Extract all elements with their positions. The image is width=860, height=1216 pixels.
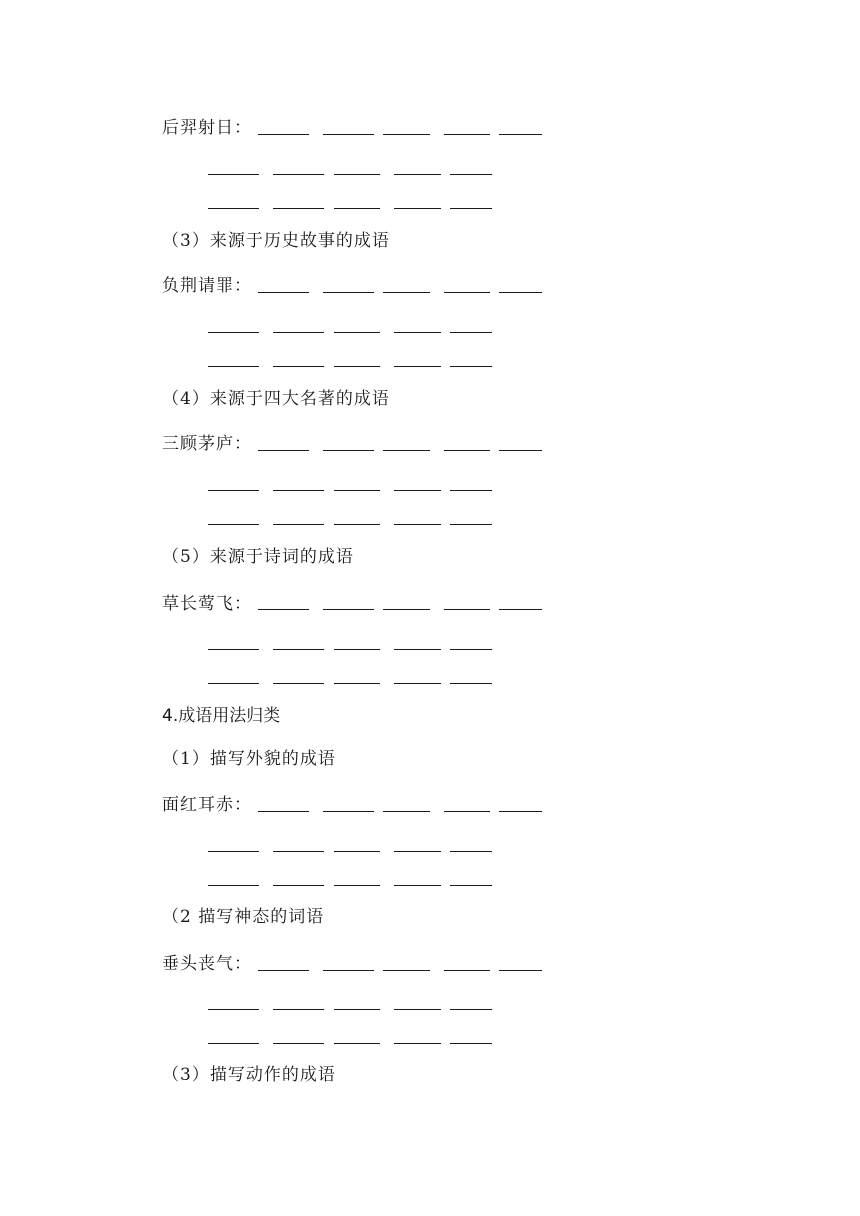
answer-blank[interactable] bbox=[499, 292, 542, 293]
answer-blank[interactable] bbox=[258, 134, 309, 135]
answer-blank[interactable] bbox=[208, 490, 259, 491]
answer-blank[interactable] bbox=[450, 649, 492, 650]
idiom-label: 三顾茅庐： bbox=[162, 434, 252, 454]
answer-blank[interactable] bbox=[334, 490, 380, 491]
answer-blank[interactable] bbox=[273, 174, 324, 175]
answer-blank[interactable] bbox=[450, 851, 492, 852]
answer-blank[interactable] bbox=[273, 851, 324, 852]
answer-blank[interactable] bbox=[450, 208, 492, 209]
answer-blank[interactable] bbox=[208, 208, 259, 209]
answer-blank[interactable] bbox=[208, 524, 259, 525]
answer-blank[interactable] bbox=[394, 683, 441, 684]
answer-blank[interactable] bbox=[450, 174, 492, 175]
answer-blank[interactable] bbox=[394, 174, 441, 175]
answer-blank[interactable] bbox=[444, 970, 490, 971]
answer-blank[interactable] bbox=[273, 885, 324, 886]
answer-blank[interactable] bbox=[499, 450, 542, 451]
section-heading: （3）来源于历史故事的成语 bbox=[162, 231, 390, 251]
answer-blank[interactable] bbox=[334, 649, 380, 650]
answer-blank[interactable] bbox=[450, 885, 492, 886]
answer-blank[interactable] bbox=[383, 970, 430, 971]
answer-blank[interactable] bbox=[383, 609, 430, 610]
answer-blank[interactable] bbox=[450, 366, 492, 367]
answer-blank[interactable] bbox=[258, 609, 309, 610]
answer-blank[interactable] bbox=[334, 885, 380, 886]
answer-blank[interactable] bbox=[394, 490, 441, 491]
answer-blank[interactable] bbox=[334, 524, 380, 525]
answer-blank[interactable] bbox=[208, 649, 259, 650]
answer-blank[interactable] bbox=[499, 811, 542, 812]
answer-blank[interactable] bbox=[444, 450, 490, 451]
answer-blank[interactable] bbox=[208, 1043, 259, 1044]
answer-blank[interactable] bbox=[394, 1009, 441, 1010]
answer-blank[interactable] bbox=[334, 332, 380, 333]
answer-blank[interactable] bbox=[444, 134, 490, 135]
answer-blank[interactable] bbox=[444, 811, 490, 812]
section-heading: （4）来源于四大名著的成语 bbox=[162, 389, 390, 409]
answer-blank[interactable] bbox=[499, 609, 542, 610]
answer-blank[interactable] bbox=[394, 524, 441, 525]
answer-blank[interactable] bbox=[273, 366, 324, 367]
answer-blank[interactable] bbox=[499, 134, 542, 135]
answer-blank[interactable] bbox=[394, 885, 441, 886]
answer-blank[interactable] bbox=[383, 450, 430, 451]
answer-blank[interactable] bbox=[273, 1043, 324, 1044]
answer-blank[interactable] bbox=[323, 134, 374, 135]
answer-blank[interactable] bbox=[334, 1043, 380, 1044]
answer-blank[interactable] bbox=[273, 208, 324, 209]
answer-blank[interactable] bbox=[208, 851, 259, 852]
answer-blank[interactable] bbox=[334, 1009, 380, 1010]
answer-blank[interactable] bbox=[394, 1043, 441, 1044]
answer-blank[interactable] bbox=[258, 970, 309, 971]
section-heading: （3）描写动作的成语 bbox=[162, 1065, 336, 1085]
idiom-label: 后羿射日： bbox=[162, 118, 252, 138]
answer-blank[interactable] bbox=[334, 851, 380, 852]
section-title: 4.成语用法归类 bbox=[162, 706, 281, 726]
idiom-label: 负荆请罪： bbox=[162, 276, 252, 296]
answer-blank[interactable] bbox=[273, 649, 324, 650]
answer-blank[interactable] bbox=[323, 811, 374, 812]
answer-blank[interactable] bbox=[444, 609, 490, 610]
answer-blank[interactable] bbox=[273, 683, 324, 684]
answer-blank[interactable] bbox=[334, 208, 380, 209]
answer-blank[interactable] bbox=[394, 851, 441, 852]
answer-blank[interactable] bbox=[450, 1009, 492, 1010]
answer-blank[interactable] bbox=[394, 208, 441, 209]
answer-blank[interactable] bbox=[323, 970, 374, 971]
answer-blank[interactable] bbox=[273, 524, 324, 525]
answer-blank[interactable] bbox=[450, 683, 492, 684]
answer-blank[interactable] bbox=[499, 970, 542, 971]
answer-blank[interactable] bbox=[394, 332, 441, 333]
answer-blank[interactable] bbox=[334, 174, 380, 175]
answer-blank[interactable] bbox=[208, 683, 259, 684]
answer-blank[interactable] bbox=[323, 450, 374, 451]
idiom-label: 草长莺飞： bbox=[162, 594, 252, 614]
answer-blank[interactable] bbox=[383, 134, 430, 135]
answer-blank[interactable] bbox=[383, 292, 430, 293]
answer-blank[interactable] bbox=[208, 366, 259, 367]
answer-blank[interactable] bbox=[208, 332, 259, 333]
answer-blank[interactable] bbox=[394, 649, 441, 650]
answer-blank[interactable] bbox=[258, 292, 309, 293]
answer-blank[interactable] bbox=[450, 490, 492, 491]
answer-blank[interactable] bbox=[383, 811, 430, 812]
answer-blank[interactable] bbox=[323, 609, 374, 610]
idiom-label: 垂头丧气： bbox=[162, 954, 252, 974]
answer-blank[interactable] bbox=[208, 885, 259, 886]
answer-blank[interactable] bbox=[450, 332, 492, 333]
answer-blank[interactable] bbox=[258, 450, 309, 451]
answer-blank[interactable] bbox=[273, 332, 324, 333]
answer-blank[interactable] bbox=[394, 366, 441, 367]
answer-blank[interactable] bbox=[323, 292, 374, 293]
answer-blank[interactable] bbox=[334, 683, 380, 684]
idiom-label: 面红耳赤： bbox=[162, 795, 252, 815]
answer-blank[interactable] bbox=[334, 366, 380, 367]
answer-blank[interactable] bbox=[273, 490, 324, 491]
section-heading: （1）描写外貌的成语 bbox=[162, 749, 336, 769]
answer-blank[interactable] bbox=[450, 524, 492, 525]
answer-blank[interactable] bbox=[450, 1043, 492, 1044]
answer-blank[interactable] bbox=[258, 811, 309, 812]
answer-blank[interactable] bbox=[444, 292, 490, 293]
section-heading: （5）来源于诗词的成语 bbox=[162, 547, 354, 567]
answer-blank[interactable] bbox=[208, 1009, 259, 1010]
section-heading: （2 描写神态的词语 bbox=[162, 907, 325, 927]
answer-blank[interactable] bbox=[273, 1009, 324, 1010]
answer-blank[interactable] bbox=[208, 174, 259, 175]
